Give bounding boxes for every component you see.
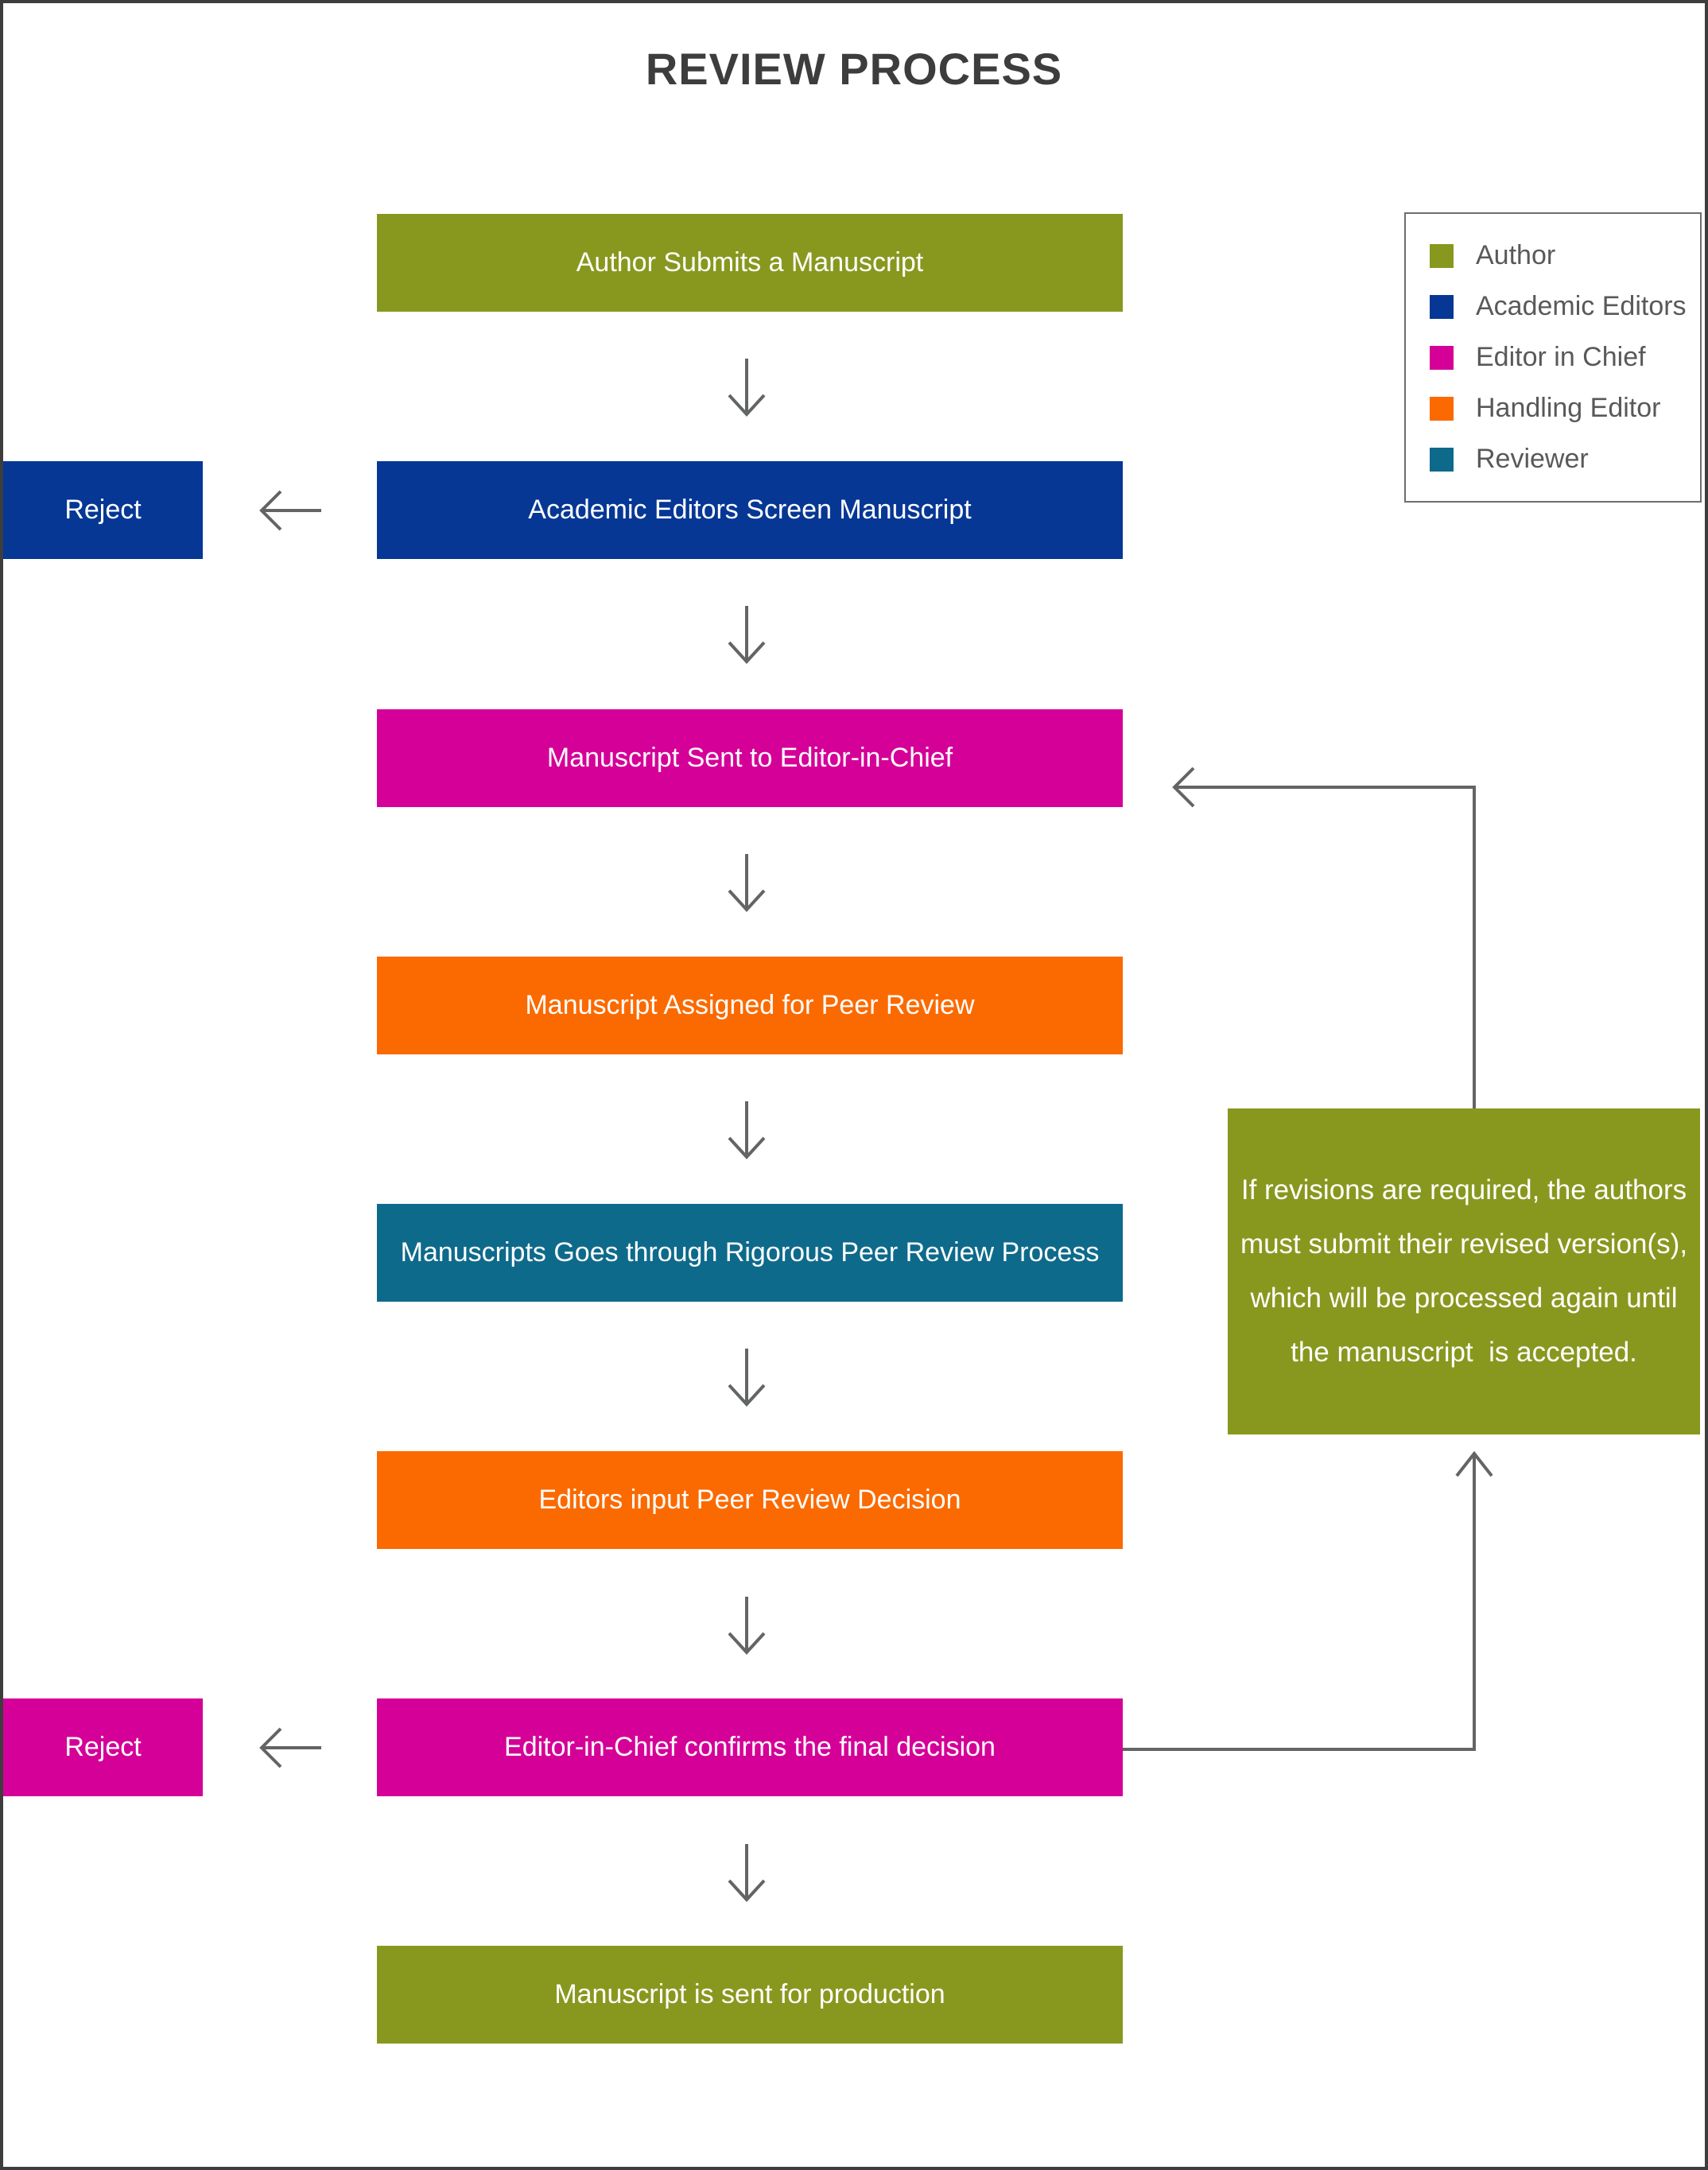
step-box-sent-to-editor-in-chief: Manuscript Sent to Editor-in-Chief bbox=[377, 709, 1123, 807]
step-box-eic-confirms-decision: Editor-in-Chief confirms the final decision bbox=[377, 1698, 1123, 1796]
legend-item-label: Handling Editor bbox=[1476, 393, 1661, 423]
revision-note-line: If revisions are required, the authors bbox=[1240, 1174, 1687, 1205]
legend-item-reviewer bbox=[1406, 434, 1700, 485]
legend-item-label: Author bbox=[1476, 240, 1556, 270]
revision-note-line: the manuscript is accepted. bbox=[1291, 1337, 1637, 1368]
academic-editors-color-swatch bbox=[1430, 295, 1454, 319]
author-color-swatch bbox=[1430, 244, 1454, 268]
legend bbox=[1404, 212, 1702, 503]
reject-box-bottom: Reject bbox=[3, 1698, 203, 1796]
legend-item-label: Editor in Chief bbox=[1476, 342, 1646, 372]
legend-item-author bbox=[1406, 231, 1700, 281]
handling-editor-color-swatch bbox=[1430, 397, 1454, 421]
step-box-rigorous-peer-review: Manuscripts Goes through Rigorous Peer Review Process bbox=[377, 1204, 1123, 1302]
arrow-down-icon-6 bbox=[729, 1597, 764, 1652]
step-box-editors-input-decision: Editors input Peer Review Decision bbox=[377, 1451, 1123, 1549]
arrow-down-icon-7 bbox=[729, 1844, 764, 1900]
legend-item-label: Reviewer bbox=[1476, 444, 1589, 474]
legend-item-academic-editors bbox=[1406, 281, 1700, 332]
revision-note-line: must submit their revised version(s), bbox=[1240, 1229, 1688, 1260]
arrow-down-icon-4 bbox=[729, 1101, 764, 1157]
reject-arrow-left-icon-bottom bbox=[262, 1729, 321, 1767]
step-box-academic-editors-screen: Academic Editors Screen Manuscript bbox=[377, 461, 1123, 559]
legend-item-editor-in-chief bbox=[1406, 332, 1700, 383]
legend-item-handling-editor bbox=[1406, 383, 1700, 434]
arrow-down-icon-1 bbox=[729, 359, 764, 414]
reject-arrow-left-icon-top bbox=[262, 491, 321, 530]
reject-box-top: Reject bbox=[3, 461, 203, 559]
step-box-sent-for-production: Manuscript is sent for production bbox=[377, 1946, 1123, 2044]
revision-note bbox=[1228, 1108, 1700, 1434]
editor-in-chief-color-swatch bbox=[1430, 346, 1454, 370]
reviewer-color-swatch bbox=[1430, 448, 1454, 472]
arrow-down-icon-5 bbox=[729, 1349, 764, 1404]
revision-note-line: which will be processed again until bbox=[1250, 1283, 1678, 1314]
step-box-assigned-for-peer-review: Manuscript Assigned for Peer Review bbox=[377, 957, 1123, 1054]
arrow-down-icon-3 bbox=[729, 854, 764, 910]
page-title: REVIEW PROCESS bbox=[645, 44, 1063, 94]
step-box-author-submits: Author Submits a Manuscript bbox=[377, 214, 1123, 312]
legend-item-label: Academic Editors bbox=[1476, 291, 1687, 321]
arrow-down-icon-2 bbox=[729, 606, 764, 662]
